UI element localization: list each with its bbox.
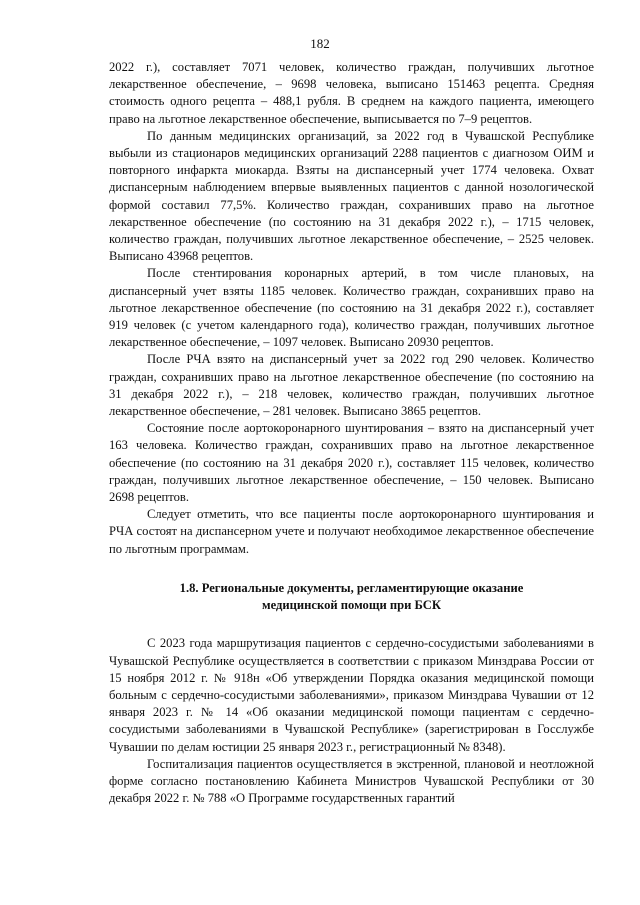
paragraph: Следует отметить, что все пациенты после аортокоронарного шунтирования и РЧА состоят на диспансерном учете и получают необходимое лекарственное обеспечение по льготным программам. [109, 507, 594, 556]
page-number: 182 [310, 36, 330, 51]
section-heading [109, 580, 594, 614]
paragraph-group-bottom [109, 635, 594, 807]
paragraph-group-top [109, 59, 594, 558]
paragraph: 2022 г.), составляет 7071 человек, количество граждан, получивших льготное лекарственное обеспечение, – 9698 человека, выписано 151463 рецепта. Средняя стоимость одного рецепта – 488,1 рубля. В среднем на каждого пациента, имеющего право на льготное лекарственное обеспечение, выписывается по 7–9 рецептов. [109, 60, 594, 126]
document-body [109, 59, 594, 807]
paragraph: После стентирования коронарных артерий, в том числе плановых, на диспансерный учет взяты 1185 человек. Количество граждан, сохранивших право на льготное лекарственное обеспечение (по состоянию на 31 декабря 2022 г.), составляет 919 человек (с учетом календарного года), количество граждан, получивших льготное лекарственное обеспечение, – 1097 человек. Выписано 20930 рецептов. [109, 266, 594, 350]
paragraph: После РЧА взято на диспансерный учет за 2022 год 290 человек. Количество граждан, сохранивших право на льготное лекарственное обеспечение (по состоянию на 31 декабря 2022 г.), – 218 человек, количество граждан, получивших льготное лекарственное обеспечение, – 281 человек. Выписано 3865 рецептов. [109, 352, 594, 419]
section-heading-line1: 1.8. Региональные документы, регламентирующие оказание [179, 580, 524, 595]
paragraph: По данным медицинских организаций, за 2022 год в Чувашской Республике выбыли из стационаров медицинских организаций 2288 пациентов с диагнозом ОИМ и повторного инфаркта миокарда. Взяты на диспансерный учет 1774 человека. Охват диспансерным наблюдением впервые выявленных пациентов с данной нозологической формой составил 77,5%. Количество граждан, сохранивших право на льготное лекарственное обеспечение (по состоянию на 31 декабря 2022 г.), – 1715 человек, количество граждан, получивших льготное лекарственное обеспечение, – 2525 человек. Выписано 43968 рецептов. [109, 128, 594, 264]
paragraph: С 2023 года маршрутизация пациентов с сердечно-сосудистыми заболеваниями в Чувашской Республике осуществляется в соответствии с приказом Минздрава России от 15 ноября 2012 г. № 918н «Об утверждении Порядка оказания медицинской помощи больным с сердечно-сосудистыми заболеваниями», приказом Минздрава Чувашии от 12 января 2023 г. № 14 «Об оказании медицинской помощи пациентам с сердечно-сосудистыми заболеваниями в Чувашской Республике» (зарегистрирован в Госслужбе Чувашии по делам юстиции 25 января 2023 г., регистрационный № 8348). [109, 636, 594, 754]
paragraph: Госпитализация пациентов осуществляется в экстренной, плановой и неотложной форме согласно постановлению Кабинета Министров Чувашской Республики от 30 декабря 2022 г. № 788 «О Программе государственных гарантий [109, 756, 594, 806]
section-heading-line2: медицинской помощи при БСК [262, 598, 441, 613]
paragraph: Состояние после аортокоронарного шунтирования – взято на диспансерный учет 163 человека. Количество граждан, сохранивших право на льготное лекарственное обеспечение (по состоянию на 31 декабря 2020 г.), составляет 115 человек, количество граждан, получивших льготное лекарственное обеспечение, – 150 человек. Выписано 2698 рецептов. [109, 421, 594, 505]
